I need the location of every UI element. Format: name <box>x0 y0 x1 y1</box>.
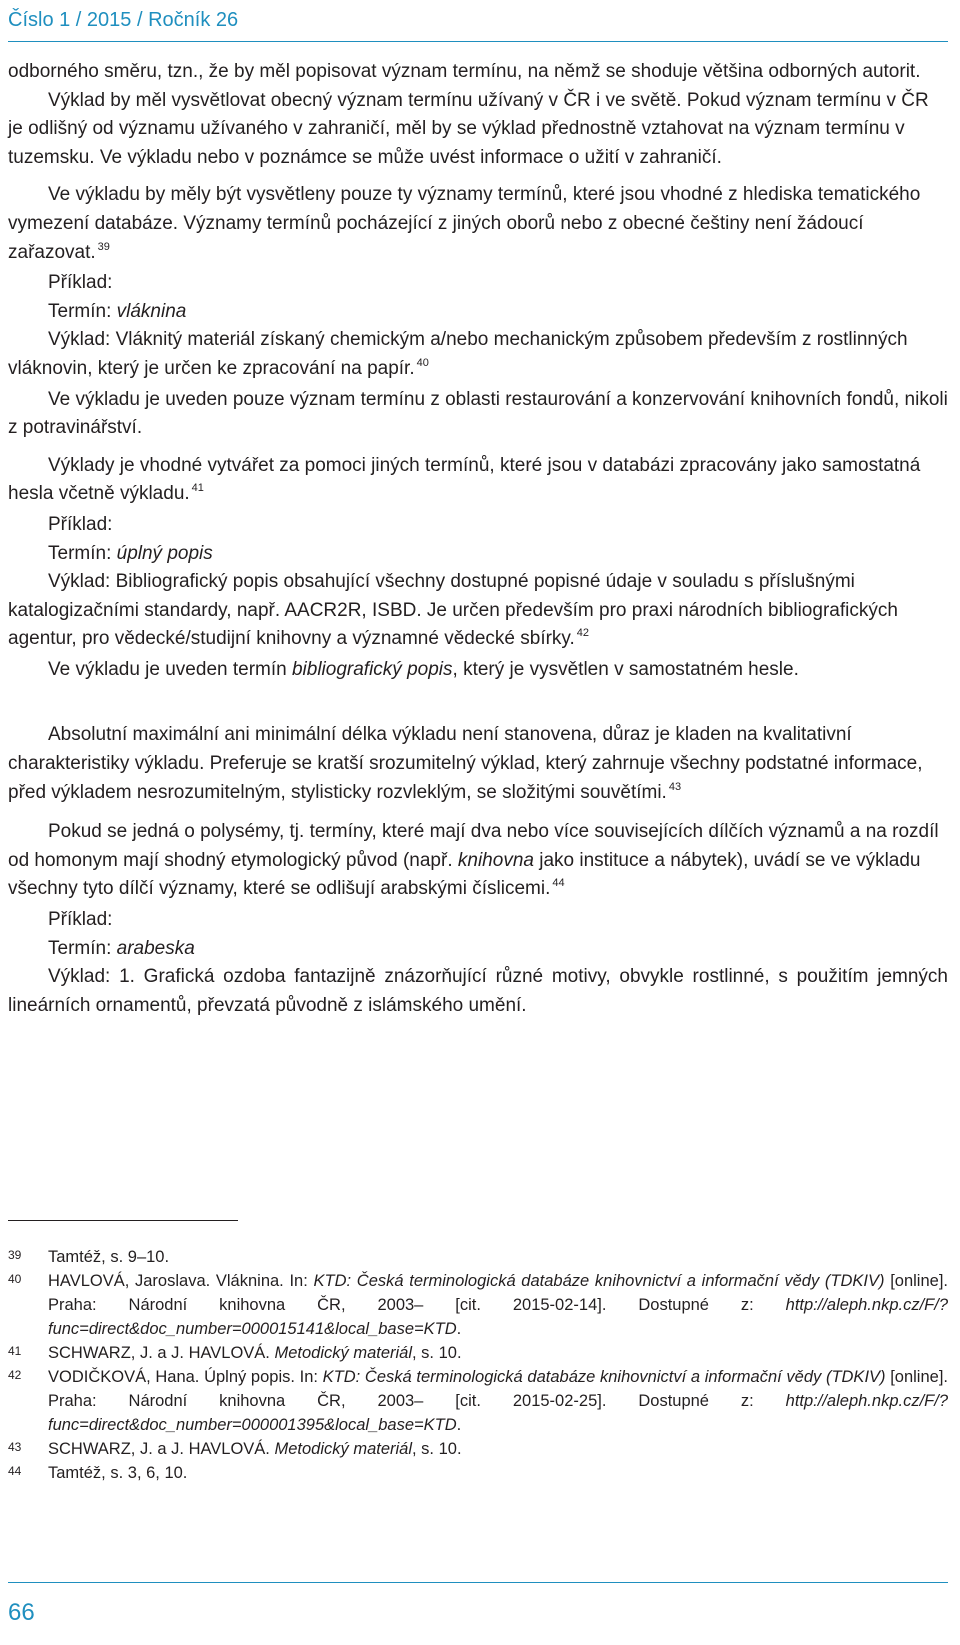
footnote-separator <box>8 1220 238 1221</box>
example-label: Příklad: <box>48 909 113 931</box>
footnote-text: [online]. Praha: Národní knihovna ČR, 2003– [cit. 2015-02-25]. Dostupné z: <box>48 1368 948 1410</box>
example-explanation: Výklad: 1. Grafická ozdoba fantazijně znázorňující různé motivy, obvykle rostlinné, s použitím jemných lineárních ornamentů, převzatá původně z islámského umění. <box>8 966 948 1016</box>
example-label: Příklad: <box>48 513 113 535</box>
paragraph <box>8 818 948 906</box>
footnote <box>8 1341 948 1365</box>
footnote-text: . <box>456 1320 462 1338</box>
footnote <box>8 1269 948 1341</box>
footnote-ref[interactable]: 41 <box>191 482 204 495</box>
example-label: Příklad: <box>48 272 113 294</box>
footnote-number: 40 <box>8 1272 22 1286</box>
footnote <box>8 1365 948 1437</box>
footer-rule <box>8 1582 948 1583</box>
term-value: bibliografický popis <box>291 658 453 680</box>
paragraph: Výklad by měl vysvětlovat obecný význam termínu užívaný v ČR i ve světě. Pokud význam termínu v ČR je odlišný od významu užívaného v zahraničí, měl by se výklad přednostně vztahovat na význam termínu v tuzemsku. Ve výkladu nebo v poznámce se může uvést informace o užití v zahraničí. <box>8 89 929 168</box>
footnote-ref[interactable]: 44 <box>552 877 565 890</box>
example-explanation <box>8 326 948 385</box>
footnote <box>8 1461 948 1485</box>
footnotes <box>8 1245 948 1485</box>
footnote-url[interactable]: http://aleph.nkp.cz/F/?func=direct&doc_number=000001395&local_base=KTD <box>48 1392 948 1434</box>
footnote-url[interactable]: http://aleph.nkp.cz/F/?func=direct&doc_number=000015141&local_base=KTD <box>48 1296 948 1338</box>
footnote-title: Metodický materiál <box>274 1344 413 1362</box>
footnote <box>8 1245 948 1269</box>
footnote-title: KTD: Česká terminologická databáze knihovnictví a informační vědy (TDKIV) <box>313 1272 885 1290</box>
paragraph-text: Výklad: Bibliografický popis obsahující všechny dostupné popisné údaje v souladu s příslušnými katalogizačními standardy, např. AACR2R, ISBD. Je určen především pro praxi národních bibliografických agentur, pro vědecké/studijní knihovny a významné vědecké sbírky. <box>8 571 898 650</box>
footnote-text: SCHWARZ, J. a J. HAVLOVÁ. <box>48 1344 275 1362</box>
page-number: 66 <box>8 1599 35 1626</box>
example-explanation <box>8 568 948 656</box>
paragraph-text: Výklad: Vláknitý materiál získaný chemickým a/nebo mechanickým způsobem především z rostlinných vláknovin, který je určen ke zpracování na papír. <box>8 329 908 379</box>
footnote-text: [online]. Praha: Národní knihovna ČR, 2003– [cit. 2015-02-14]. Dostupné z: <box>48 1272 948 1314</box>
running-header: Číslo 1 / 2015 / Ročník 26 <box>8 9 239 31</box>
footnote-title: Metodický materiál <box>274 1440 413 1458</box>
header-rule <box>8 41 948 42</box>
paragraph-text: , který je vysvětlen v samostatném hesle. <box>452 658 799 680</box>
paragraph-text: Absolutní maximální ani minimální délka výkladu není stanovena, důraz je kladen na kvalitativní charakteristiky výkladu. Preferuje se kratší srozumitelný výklad, který zahrnuje všechny podstatné informace, před výkladem nesrozumitelným, stylisticky rozvleklým, se složitými souvětími. <box>8 724 923 803</box>
footnote-number: 41 <box>8 1344 22 1358</box>
paragraph-text: Výklady je vhodné vytvářet za pomoci jiných termínů, které jsou v databázi zpracovány jako samostatná hesla včetně výkladu. <box>8 454 921 505</box>
footnote-text: Tamtéž, s. 9–10. <box>48 1248 170 1266</box>
term-label: Termín: <box>48 937 117 959</box>
term-value: arabeska <box>116 937 195 959</box>
footnote-text: . <box>456 1416 462 1434</box>
footnote-ref[interactable]: 39 <box>97 240 110 253</box>
footnote-ref[interactable]: 42 <box>576 627 590 640</box>
footnote-text: Tamtéž, s. 3, 6, 10. <box>48 1464 188 1482</box>
footnote-text: SCHWARZ, J. a J. HAVLOVÁ. <box>48 1440 275 1458</box>
paragraph <box>8 721 948 809</box>
paragraph-text: Pokud se jedná o polysémy, tj. termíny, které mají dva nebo více souvisejících dílčích významů a na rozdíl od homonym mají shodný etymologický původ (např. <box>8 821 939 871</box>
term-value: vláknina <box>116 300 187 322</box>
term-value: úplný popis <box>116 542 213 564</box>
example-note <box>8 656 948 685</box>
example-term <box>8 935 948 964</box>
footnote-number: 39 <box>8 1248 22 1262</box>
footnote-ref[interactable]: 43 <box>668 780 682 793</box>
paragraph: odborného směru, tzn., že by měl popisovat význam termínu, na němž se shoduje většina odborných autorit. <box>8 61 921 82</box>
term-label: Termín: <box>48 542 117 564</box>
term-value: knihovna <box>457 849 534 871</box>
footnote-text: VODIČKOVÁ, Hana. Úplný popis. In: <box>48 1368 323 1386</box>
paragraph-text: Ve výkladu by měly být vysvětleny pouze ty významy termínů, které jsou vhodné z hlediska tematického vymezení databáze. Významy termínů pocházející z jiných oborů nebo z obecné češtiny není žádoucí zařazovat. <box>8 184 921 263</box>
paragraph-text: Ve výkladu je uveden termín <box>48 658 292 680</box>
footnote <box>8 1437 948 1461</box>
footnote-text: , s. 10. <box>412 1440 462 1458</box>
example-note: Ve výkladu je uveden pouze význam termínu z oblasti restaurování a konzervování knihovních fondů, nikoli z potravinářství. <box>8 388 948 439</box>
example-term <box>8 298 948 327</box>
paragraph <box>8 181 948 269</box>
body-text <box>8 58 948 1020</box>
footnote-number: 42 <box>8 1368 22 1382</box>
example-term <box>8 540 948 569</box>
footnote-text: , s. 10. <box>412 1344 462 1362</box>
footnote-ref[interactable]: 40 <box>416 356 429 369</box>
paragraph <box>8 452 948 511</box>
footnote-text: HAVLOVÁ, Jaroslava. Vláknina. In: <box>48 1272 314 1290</box>
footnote-number: 43 <box>8 1440 22 1454</box>
footnote-title: KTD: Česká terminologická databáze knihovnictví a informační vědy (TDKIV) <box>322 1368 886 1386</box>
paragraph-text: jako instituce a nábytek), uvádí se ve výkladu všechny tyto dílčí významy, které se odlišují arabskými číslicemi. <box>8 849 921 900</box>
footnote-number: 44 <box>8 1464 22 1478</box>
term-label: Termín: <box>48 300 117 322</box>
